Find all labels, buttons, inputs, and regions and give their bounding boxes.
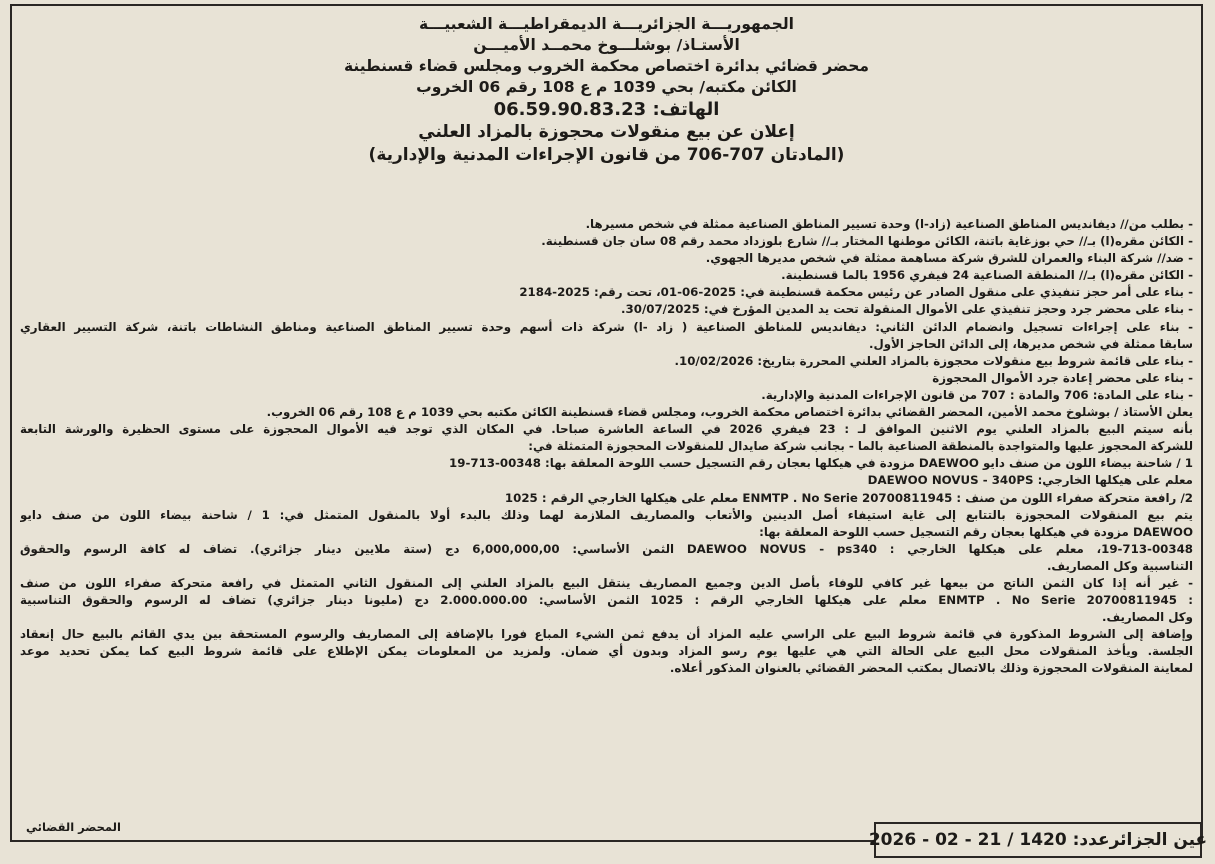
body-line: يتم بيع المنقولات المحجوزة بالتتابع إلى غاية استيفاء أصل الدينين والأتعاب والمصاريف الملازمة لهما وذلك بالبدء أولا بالمنقول المتمثل في: 1 / شاحنة بيضاء اللون من صنف دايو xyxy=(20,507,1193,522)
body-line: - الكائن مقره(ا) بـ// حي بوزغاية باتنة، الكائن موطنها المختار بـ// شارع بلوزداد محمد رقم 08 سان جان قسنطينة. xyxy=(541,234,1193,249)
body-line: بأنه سيتم البيع بالمزاد العلني يوم الاثنين الموافق لـ : 23 فيفري 2026 في الساعة العاشرة صباحا. في المكان الذي توجد فيه الأموال المحجوزة على مستوى الحظيرة والورشة التابعة xyxy=(20,422,1193,437)
body-line: معلم على هيكلها الخارجي: DAEWOO NOVUS - 340PS xyxy=(867,473,1193,488)
bailiff-name: الأستـاذ/ بوشلـــوخ محمــد الأميـــن xyxy=(473,36,740,54)
phone-line: الهاتف: 06.59.90.83.23 xyxy=(493,99,720,120)
body-line: للشركة المحجوز عليها والمتواجدة بالمنطقة الصناعية بالما - بجانب شركة صايدال للمنقولات المحجوزة المتمثلة في: xyxy=(528,439,1193,454)
body-line: وإضافة إلى الشروط المذكورة في قائمة شروط البيع على الراسي عليه المزاد أن يدفع ثمن الشيء المباع فورا بالإضافة إلى المصاريف والرسوم المستحقة بين يدي القائم بالبيع حال إنعقاد xyxy=(20,627,1193,642)
body-line: التناسبية وكل المصاريف. xyxy=(1046,558,1193,573)
body-line: DAEWOO مزودة في هيكلها بعجان رقم التسجيل حسب اللوحة المعلقة بها: xyxy=(759,524,1193,539)
office-line: محضر قضائي بدائرة اختصاص محكمة الخروب ومجلس قضاء قسنطينة xyxy=(344,57,869,75)
signature: المحضر القضائي xyxy=(26,820,121,834)
body-line: سابقا ممثلة في شخص مديرها، إلى الدائن الحاجز الأول. xyxy=(869,336,1193,351)
body-line: - غير أنه إذا كان الثمن الناتج من بيعها غير كافي للوفاء بأصل الدين وجميع المصاريف ينتقل البيع بالمزاد العلني إلى المنقول الثاني المتمثل في رافعة متحركة صفراء اللون من صنف xyxy=(20,575,1193,590)
body-line: : ENMTP . No Serie 20700811945 معلم على هيكلها الخارجي الرقم : 1025 الثمن الأساسي: 2.000.000.00 دج (مليونا دينار جزائري) تضاف له الرسوم والحقوق التناسبية xyxy=(20,593,1193,608)
body-line: وكل المصاريف. xyxy=(1101,610,1193,625)
republic-line: الجمهوريـــة الجزائريـــة الديمقراطيـــة الشعبيـــة xyxy=(419,15,794,33)
body-line: - بطلب من// ديفانديس المناطق الصناعية (زاد-ا) وحدة تسيير المناطق الصناعية ممثلة في شخص مسيرها. xyxy=(585,217,1193,231)
body-line: - الكائن مقره(ا) بـ// المنطقة الصناعية 24 فيفري 1956 بالما قسنطينة. xyxy=(781,268,1193,283)
publication-footer xyxy=(868,822,1208,858)
body-line: - بناء على المادة: 706 والمادة : 707 من قانون الإجراءات المدنية والإدارية. xyxy=(761,387,1193,402)
body-line: يعلن الأستاذ / بوشلوخ محمد الأمين، المحضر القضائي بدائرة اختصاص محكمة الخروب، ومجلس قضاء قسنطينة الكائن مكتبه بحي 1039 م ع 108 رقم 06 الخروب. xyxy=(266,405,1193,420)
announcement-header xyxy=(12,14,1201,167)
body-line: 1 / شاحنة بيضاء اللون من صنف دايو DAEWOO مزودة في هيكلها بعجان رقم التسجيل حسب اللوحة المعلقة بها: 00348-713-19 xyxy=(449,456,1193,471)
body-line: لمعاينة المنقولات المحجوزة وذلك بالاتصال بمكتب المحضر القضائي بالعنوان المذكور أعلاه. xyxy=(669,661,1193,676)
announcement-body xyxy=(20,216,1193,678)
body-line: - ضد// شركة البناء والعمران للشرق شركة مساهمة ممثلة في شخص مديرها الجهوي. xyxy=(705,251,1193,266)
body-line: 19-713-00348، معلم على هيكلها الخارجي : DAEWOO NOVUS - ps340 الثمن الأساسي: 6,000,000,00 دج (ستة ملايين دينار جزائري). تضاف له كافة الرسوم والحقوق xyxy=(20,541,1193,556)
publication-info: عين الجزائرعدد: 1420 / 21 - 02 - 2026 xyxy=(868,830,1208,850)
body-line: - بناء على قائمة شروط بيع منقولات محجوزة بالمزاد العلني المحررة بتاريخ: 10/02/2026. xyxy=(674,353,1193,368)
articles-line: (المادتان 707-706 من قانون الإجراءات المدنية والإدارية) xyxy=(368,145,845,165)
announcement-frame xyxy=(10,4,1203,842)
announcement-title: إعلان عن بيع منقولات محجوزة بالمزاد العلني xyxy=(418,122,795,142)
body-line: - بناء على محضر جرد وحجز تنفيذي على الأموال المنقولة تحت يد المدين المؤرخ في: 30/07/2025. xyxy=(621,302,1193,317)
body-line: - بناء على محضر إعادة جرد الأموال المحجوزة xyxy=(932,370,1193,385)
body-line: 2/ رافعة متحركة صفراء اللون من صنف : ENMTP . No Serie 20700811945 معلم على هيكلها الخارجي الرقم : 1025 xyxy=(504,490,1193,505)
body-line: الجلسة. ويأخذ المنقولات محل البيع على الحالة التي هي عليها يوم رسو المزاد وبدون أي ضمان. ولمزيد من المعلومات يمكن الإطلاع على قائمة شروط البيع كما يمكن تحديد موعد xyxy=(20,644,1193,659)
body-line: - بناء على إجراءات تسجيل وانضمام الدائن الثاني: ديفانديس للمناطق الصناعية ( زاد -ا) شركة ذات أسهم وحدة تسيير المناطق الصناعية ومناطق النشاطات باتنة، شركة التسيير العقاري xyxy=(20,319,1193,334)
body-line: - بناء على أمر حجز تنفيذي على منقول الصادر عن رئيس محكمة قسنطينة في: 2025-06-01، تحت رقم: 2025-2184 xyxy=(519,285,1193,300)
address-line: الكائن مكتبه/ بحي 1039 م ع 108 رقم 06 الخروب xyxy=(416,78,797,96)
